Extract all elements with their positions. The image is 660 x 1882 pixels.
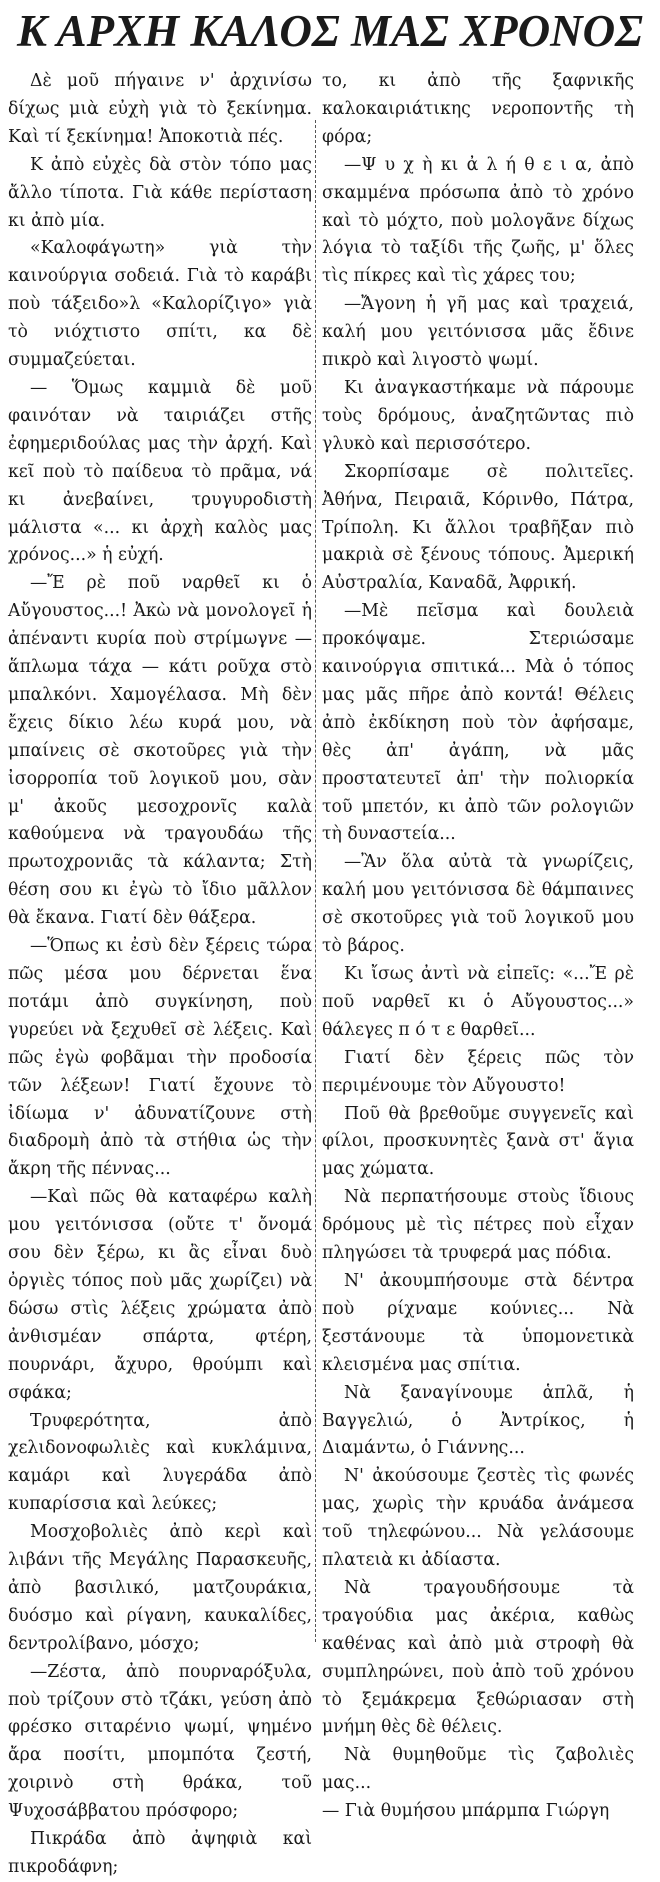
paragraph: —Μὲ πεῖσμα καὶ δουλειὰ προκόψαμε. Στεριώσαμε καινούργια σπιτικά... Μὰ ὁ τόπος μας μᾶς πῆρε ἀπὸ κοντά! Θέλεις ἀπὸ ἐκδίκηση ποὺ τὸν ἀφήσαμε, θὲς ἀπ' ἀγάπη, νὰ μᾶς προστατευτεῖ ἀπ' τὴν πολιορκία τοῦ μπετόν, κι ἀπὸ τῶν ρολογιῶν τὴ δυναστεία...: [322, 601, 634, 845]
paragraph: Δὲ μοῦ πήγαινε ν' ἀρχινίσω δίχως μιὰ εὐχὴ γιὰ τὸ ξεκίνημα. Καὶ τί ξεκίνημα! Ἀποκοτιὰ πές.: [8, 71, 312, 147]
paragraph: «Καλοφάγωτη» γιὰ τὴν καινούργια σοδειά. Γιὰ τὸ καράβι ποὺ τάξειδο»λ «Καλορίζιγο» γιὰ τὸ νιόχτιστο σπίτι, κα δὲ συμμαζεύεται.: [8, 238, 312, 371]
paragraph: Ποῦ θὰ βρεθοῦμε συγγενεῖς καὶ φίλοι, προσκυνητὲς ξανὰ στ' ἅγια μας χώματα.: [322, 1103, 634, 1180]
paragraph: Ν' ἀκουμπήσουμε στὰ δέντρα ποὺ ρίχναμε κούνιες... Νὰ ξεστάνουμε τὰ ὑπομονετικὰ κλεισμένα μας σπίτια.: [322, 1270, 634, 1375]
paragraph: —Καὶ πῶς θὰ καταφέρω καλὴ μου γειτόνισσα (οὔτε τ' ὄνομά σου δὲν ξέρω, κι ἂς εἶναι δυὸ ὀργιὲς τόπος ποὺ μᾶς χωρίζει) νὰ δώσω στὶς λέξεις χρώματα ἀπὸ ἀνθισμέαν σπάρτα, φτέρη, πουρνάρι, ἄχυρο, θρούμπι καὶ σφάκα;: [8, 1187, 312, 1403]
paragraph: Σκορπίσαμε σὲ πολιτεῖες. Ἀθήνα, Πειραιᾶ, Κόρινθο, Πάτρα, Τρίπολη. Κι ἄλλοι τραβῆξαν πιὸ μακριὰ σὲ ξένους τόπους. Ἀμερική Αὐστραλία, Καναδᾶ, Ἀφρική.: [322, 461, 634, 594]
paragraph: Νὰ θυμηθοῦμε τὶς ζαβολιὲς μας...: [322, 1745, 634, 1794]
paragraph: Κι ἴσως ἀντὶ νὰ εἰπεῖς: «...Ἔ ρὲ ποῦ ναρθεῖ κι ὁ Αὔγουστος...» θάλεγες π ό τ ε θαρθεῖ...: [322, 964, 634, 1040]
paragraph: Γιατί δὲν ξέρεις πῶς τὸν περιμένουμε τὸν Αὔγουστο!: [322, 1047, 634, 1096]
column-divider: [315, 120, 316, 1642]
paragraph: Κι ἀναγκαστήκαμε νὰ πάρουμε τοὺς δρόμους, ἀναζητῶντας πιὸ γλυκὸ καὶ περισσότερο.: [322, 377, 634, 454]
paragraph: Τρυφερότητα, ἀπὸ χελιδονοφωλιὲς καὶ κυκλάμινα, καμάρι καὶ λυγεράδα ἀπὸ κυπαρίσσια καὶ λεύκες;: [8, 1410, 312, 1515]
paragraph: —Ἔ ρὲ ποῦ ναρθεῖ κι ὁ Αὔγουστος...! Ἀκὼ νὰ μονολογεῖ ἡ ἀπέναντι κυρία ποὺ στρίμωγνε — ἅπλωμα τάχα — κάτι ροῦχα στὸ μπαλκόνι. Χαμογέλασα. Μὴ δὲν ἔχεις δίκιο λέω κυρά μου, νὰ μπαίνεις σὲ σκοτοῦρες γιὰ τὴν ἰσορροπία τοῦ λογικοῦ μου, σὰν μ' ἀκοῦς μεσοχρονῖς καλὰ καθούμενα νὰ τραγουδάω τῆς πρωτοχρονιᾶς τὰ κάλαντα; Στὴ θέση σου κι ἐγὼ τὸ ἴδιο μᾶλλον θὰ ἔκανα. Γιατί δὲν θάξερα.: [8, 573, 312, 929]
headline: Κ ΑΡΧΗ ΚΑΛΟΣ ΜΑΣ ΧΡΟΝΟΣ: [17, 6, 643, 56]
paragraph: Μοσχοβολιὲς ἀπὸ κερὶ καὶ λιβάνι τῆς Μεγάλης Παρασκευῆς, ἀπὸ βασιλικό, ματζουράκια, δυόσμο καὶ ρίγανη, καυκαλίδες, δεντρολίβανο, μόσχο;: [8, 1522, 312, 1654]
paragraph: Νὰ τραγουδήσουμε τὰ τραγούδια μας ἀκέρια, καθὼς καθένας καὶ ἀπὸ μιὰ στροφὴ θὰ συμπληρώνει, ποὺ ἀπὸ τοῦ χρόνου τὸ ξεμάκρεμα ξεθώριασαν στὴ μνήμη θὲς δὲ θέλεις.: [322, 1577, 634, 1738]
paragraph: — Γιὰ θυμήσου μπάρμπα Γιώργη: [322, 1801, 610, 1822]
paragraph: —Ἄγονη ἡ γῆ μας καὶ τραχειά, καλή μου γειτόνισσα μᾶς ἔδινε πικρὸ καὶ λιγοστὸ ψωμί.: [322, 294, 634, 371]
paragraph: Ν' ἀκούσουμε ζεστὲς τὶς φωνές μας, χωρὶς τὴν κρυάδα ἀνάμεσα τοῦ τηλεφώνου... Νὰ γελάσουμε πλατειὰ κι ἀδίαστα.: [322, 1466, 634, 1571]
paragraph: Νὰ περπατήσουμε στοὺς ἴδιους δρόμους μὲ τὶς πέτρες ποὺ εἶχαν πληγώσει τὰ τρυφερά μας πόδια.: [322, 1187, 634, 1264]
left-column: [8, 68, 312, 1877]
paragraph: Νὰ ξαναγίνουμε ἁπλᾶ, ἡ Βαγγελιώ, ὁ Ἀντρίκος, ἡ Διαμάντω, ὁ Γιάννης...: [322, 1382, 634, 1459]
paragraph: Κ ἀπὸ εὐχὲς δὰ στὸν τόπο μας ἄλλο τίποτα. Γιὰ κάθε περίσταση κι ἀπὸ μία.: [8, 154, 312, 231]
paragraph: Πικράδα ἀπὸ ἀψηφιὰ καὶ πικροδάφνη;: [8, 1829, 312, 1877]
paragraph: —Ψ υ χ ὴ κι ἀ λ ή θ ε ι α, ἀπὸ σκαμμένα πρόσωπα ἀπὸ τὸ χρόνο καὶ τὸ μόχτο, ποὺ μολογᾶνε δίχως λόγια τὸ ταξίδι τῆς ζωῆς, μ' ὅλες τὶς πίκρες καὶ τὶς χάρες του;: [322, 154, 634, 287]
right-column: [322, 68, 634, 1822]
paragraph: — Ὅμως καμμιὰ δὲ μοῦ φαινόταν νὰ ταιριάζει στῆς ἐφημεριδούλας μας τὴν ἀρχή. Καὶ κεῖ ποὺ τὸ παίδευα τὸ πρᾶμα, νά κι ἀνεβαίνει, τρυγυροδιστὴ μάλιστα «... κι ἀρχὴ καλὸς μας χρόνος...» ἡ εὐχή.: [8, 377, 312, 566]
paragraph: —Ὅπως κι ἐσὺ δὲν ξέρεις τώρα πῶς μέσα μου δέρνεται ἕνα ποτάμι ἀπὸ συγκίνηση, ποὺ γυρεύει νὰ ξεχυθεῖ σὲ λέξεις. Καὶ πῶς ἐγὼ φοβᾶμαι τὴν προδοσία τῶν λέξεων! Γιατί ἔχουνε τὸ ἰδίωμα ν' ἀδυνατίζουνε στὴ διαδρομὴ ἀπὸ τὰ στήθια ὡς τὴν ἄκρη τῆς πέννας...: [8, 936, 312, 1180]
paragraph: —Ζέστα, ἀπὸ πουρναρόξυλα, ποὺ τρίζουν στὸ τζάκι, γεύση ἀπὸ φρέσκο σιταρένιο ψωμί, ψημένο ἄρα ποσίτι, μπομπότα ζεστή, χοιρινὸ στὴ θράκα, τοῦ Ψυχοσάββατου πρόσφορο;: [8, 1661, 312, 1822]
paragraph: το, κι ἀπὸ τῆς ξαφνικῆς καλοκαιριάτικης νεροποντῆς τὴ φόρα;: [322, 71, 634, 147]
paragraph: —Ἂν ὅλα αὐτὰ τὰ γνωρίζεις, καλή μου γειτόνισσα δὲ θάμπαινες σὲ σκοτοῦρες γιὰ τοῦ λογικοῦ μου τὸ βάρος.: [322, 852, 634, 957]
